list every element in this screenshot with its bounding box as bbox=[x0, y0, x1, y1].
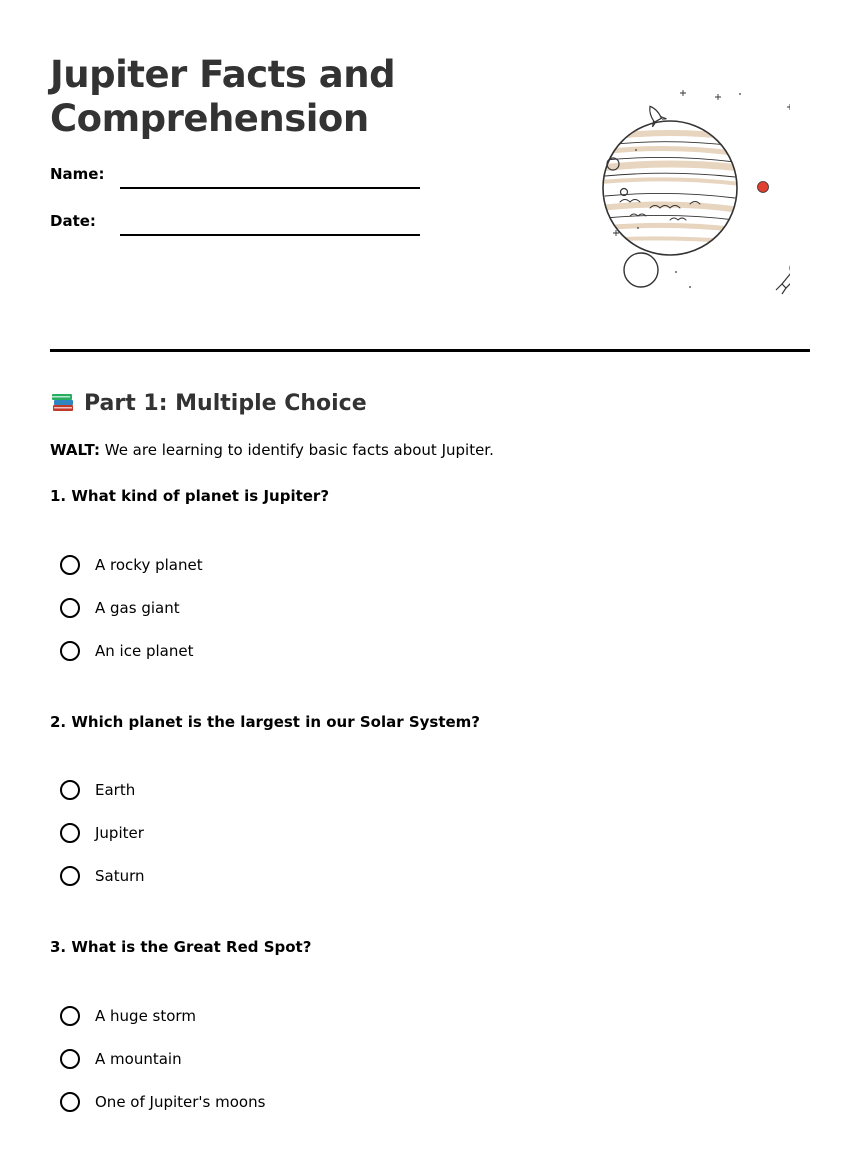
option-q1-b[interactable] bbox=[60, 595, 180, 621]
option-label: An ice planet bbox=[95, 642, 194, 660]
option-label: Jupiter bbox=[95, 824, 144, 842]
walt-statement bbox=[50, 441, 494, 459]
date-field[interactable] bbox=[120, 234, 420, 236]
option-label: A mountain bbox=[95, 1050, 182, 1068]
radio-button[interactable] bbox=[60, 866, 80, 886]
name-field[interactable] bbox=[120, 187, 420, 189]
option-q1-a[interactable] bbox=[60, 552, 203, 578]
option-label: Saturn bbox=[95, 867, 145, 885]
option-q2-c[interactable] bbox=[60, 863, 145, 889]
radio-button[interactable] bbox=[60, 1049, 80, 1069]
moon-icon bbox=[624, 253, 658, 287]
option-label: A huge storm bbox=[95, 1007, 196, 1025]
option-q3-a[interactable] bbox=[60, 1003, 196, 1029]
worksheet-page bbox=[50, 0, 810, 1161]
radio-button[interactable] bbox=[60, 555, 80, 575]
option-q3-c[interactable] bbox=[60, 1089, 265, 1115]
astronaut-icon bbox=[776, 262, 790, 294]
option-q2-a[interactable] bbox=[60, 777, 135, 803]
radio-button[interactable] bbox=[60, 823, 80, 843]
radio-button[interactable] bbox=[60, 1006, 80, 1026]
jupiter-planet-icon bbox=[600, 121, 769, 255]
name-label: Name: bbox=[50, 165, 105, 183]
walt-text: We are learning to identify basic facts about Jupiter. bbox=[99, 441, 494, 459]
option-q1-c[interactable] bbox=[60, 638, 193, 664]
page-title: Jupiter Facts and Comprehension bbox=[50, 53, 396, 140]
books-icon bbox=[50, 389, 76, 415]
jupiter-illustration bbox=[550, 80, 790, 300]
option-q2-b[interactable] bbox=[60, 820, 144, 846]
option-label: Earth bbox=[95, 781, 136, 799]
great-red-spot bbox=[758, 182, 769, 193]
option-label: A gas giant bbox=[95, 599, 180, 617]
radio-button[interactable] bbox=[60, 641, 80, 661]
option-label: One of Jupiter's moons bbox=[95, 1093, 266, 1111]
section-heading-part-1 bbox=[50, 389, 367, 416]
section-heading-text: Part 1: Multiple Choice bbox=[84, 391, 367, 416]
date-label: Date: bbox=[50, 212, 96, 230]
section-divider bbox=[50, 349, 810, 352]
option-label: A rocky planet bbox=[95, 556, 203, 574]
question-1: 1. What kind of planet is Jupiter? bbox=[50, 487, 330, 505]
walt-label: WALT: bbox=[50, 441, 100, 459]
radio-button[interactable] bbox=[60, 1092, 80, 1112]
question-3: 3. What is the Great Red Spot? bbox=[50, 938, 312, 956]
radio-button[interactable] bbox=[60, 598, 80, 618]
radio-button[interactable] bbox=[60, 780, 80, 800]
option-q3-b[interactable] bbox=[60, 1046, 182, 1072]
question-2: 2. Which planet is the largest in our Solar System? bbox=[50, 713, 481, 731]
